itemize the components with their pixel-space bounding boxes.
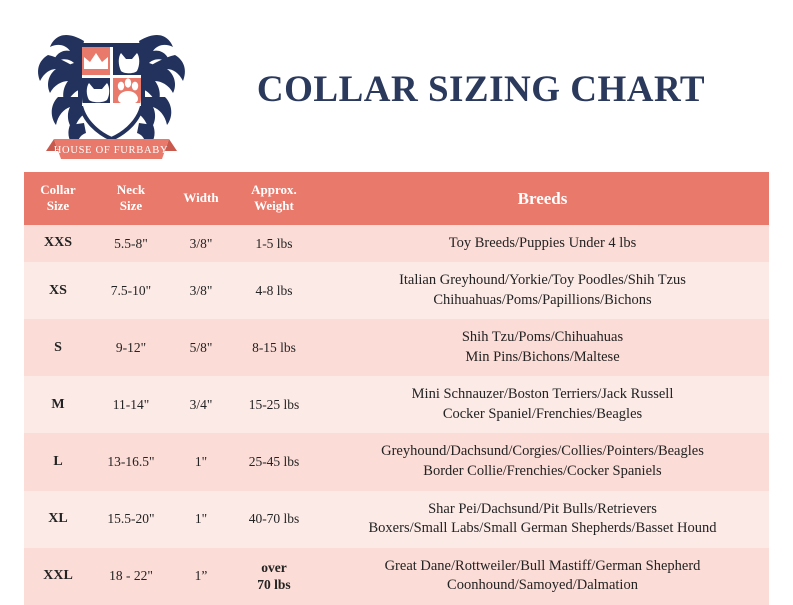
cell-collar-size: XS (24, 262, 92, 319)
cell-neck-size: 18 - 22" (92, 548, 170, 605)
table-row (24, 225, 769, 263)
cell-breeds: Greyhound/Dachsund/Corgies/Collies/Pointers/Beagles Border Collie/Frenchies/Cocker Spaniels (316, 433, 769, 490)
house-of-furbaby-crest-logo (24, 11, 199, 161)
cell-breeds: Great Dane/Rottweiler/Bull Mastiff/German Shepherd Coonhound/Samoyed/Dalmation (316, 548, 769, 605)
cell-weight: 1-5 lbs (232, 225, 316, 263)
cell-weight: 40-70 lbs (232, 491, 316, 548)
cell-breeds: Italian Greyhound/Yorkie/Toy Poodles/Shih Tzus Chihuahuas/Poms/Papillions/Bichons (316, 262, 769, 319)
column-header-breeds: Breeds (316, 172, 769, 225)
cell-width: 3/8" (170, 262, 232, 319)
cell-collar-size: S (24, 319, 92, 376)
cell-breeds: Shih Tzu/Poms/Chihuahuas Min Pins/Bichons/Maltese (316, 319, 769, 376)
cell-weight: over 70 lbs (232, 548, 316, 605)
cell-width: 1" (170, 491, 232, 548)
table-row (24, 548, 769, 605)
column-header-collar-size: Collar Size (24, 172, 92, 225)
sizing-table-container (0, 172, 793, 605)
table-row (24, 491, 769, 548)
cell-collar-size: XXS (24, 225, 92, 263)
cell-breeds: Shar Pei/Dachsund/Pit Bulls/Retrievers Boxers/Small Labs/Small German Shepherds/Basset Hound (316, 491, 769, 548)
table-row (24, 262, 769, 319)
cell-width: 1” (170, 548, 232, 605)
cell-neck-size: 5.5-8" (92, 225, 170, 263)
cell-collar-size: XL (24, 491, 92, 548)
table-row (24, 433, 769, 490)
cell-collar-size: L (24, 433, 92, 490)
cell-width: 3/8" (170, 225, 232, 263)
page-title: COLLAR SIZING CHART (256, 68, 706, 110)
cell-breeds: Mini Schnauzer/Boston Terriers/Jack Russell Cocker Spaniel/Frenchies/Beagles (316, 376, 769, 433)
cell-neck-size: 11-14" (92, 376, 170, 433)
cell-neck-size: 15.5-20" (92, 491, 170, 548)
cell-weight: 15-25 lbs (232, 376, 316, 433)
cell-neck-size: 9-12" (92, 319, 170, 376)
column-header-approx-weight: Approx. Weight (232, 172, 316, 225)
cell-collar-size: XXL (24, 548, 92, 605)
cell-width: 5/8" (170, 319, 232, 376)
collar-sizing-table (24, 172, 769, 605)
column-header-width: Width (170, 172, 232, 225)
cell-breeds: Toy Breeds/Puppies Under 4 lbs (316, 225, 769, 263)
cell-collar-size: M (24, 376, 92, 433)
column-header-neck-size: Neck Size (92, 172, 170, 225)
table-row (24, 319, 769, 376)
cell-neck-size: 7.5-10" (92, 262, 170, 319)
table-header-row (24, 172, 769, 225)
cell-weight: 8-15 lbs (232, 319, 316, 376)
page-header (0, 0, 793, 172)
cell-width: 3/4" (170, 376, 232, 433)
cell-neck-size: 13-16.5" (92, 433, 170, 490)
logo-brand-text: HOUSE OF FURBABY (53, 145, 169, 156)
cell-weight: 4-8 lbs (232, 262, 316, 319)
cell-weight: 25-45 lbs (232, 433, 316, 490)
table-row (24, 376, 769, 433)
cell-width: 1" (170, 433, 232, 490)
